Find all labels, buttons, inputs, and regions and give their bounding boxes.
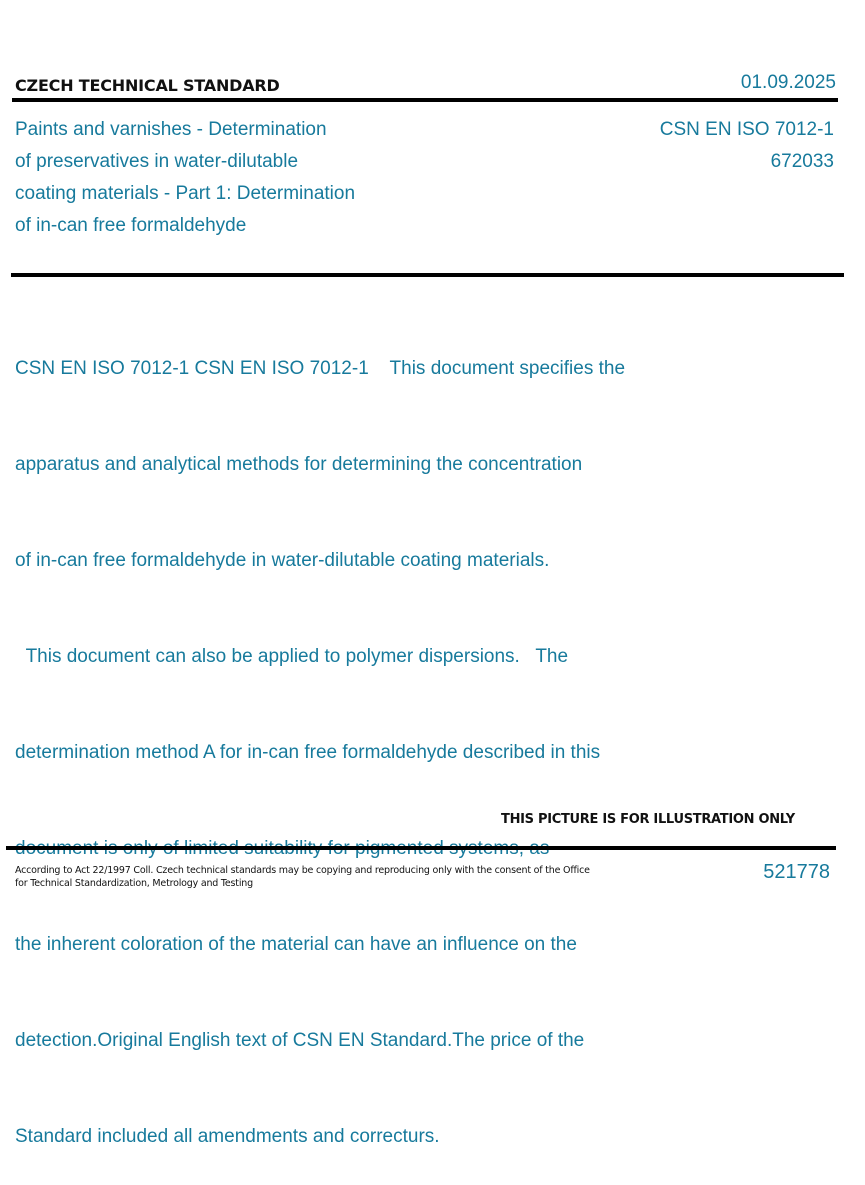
illustration-disclaimer: THIS PICTURE IS FOR ILLUSTRATION ONLY [501, 812, 795, 827]
footer-divider [6, 846, 836, 850]
header-divider [12, 98, 838, 102]
standard-identifier [660, 114, 834, 178]
publication-date: 01.09.2025 [740, 72, 836, 93]
abstract-line: Standard included all amendments and correcturs. [15, 1126, 440, 1147]
abstract-line: apparatus and analytical methods for determining the concentration [15, 454, 583, 475]
title-line: of preservatives in water-dilutable [15, 151, 299, 172]
abstract-line: determination method A for in-can free formaldehyde described in this [15, 742, 601, 763]
abstract-line: CSN EN ISO 7012-1 CSN EN ISO 7012-1 This document specifies the [15, 358, 626, 379]
abstract-line: This document can also be applied to polymer dispersions. The [15, 646, 569, 667]
standard-title [15, 114, 415, 242]
abstract-line: of in-can free formaldehyde in water-dilutable coating materials. [15, 550, 550, 571]
classification-number: 672033 [770, 151, 834, 172]
title-divider [11, 273, 844, 277]
abstract-text [15, 289, 715, 1185]
abstract-line: the inherent coloration of the material can have an influence on the [15, 934, 577, 955]
legal-line: for Technical Standardization, Metrology and Testing [15, 878, 253, 889]
title-line: of in-can free formaldehyde [15, 215, 247, 236]
document-category-label: CZECH TECHNICAL STANDARD [15, 76, 280, 95]
legal-line: According to Act 22/1997 Coll. Czech technical standards may be copying and reproducing only with the consent of the Office [15, 865, 590, 876]
title-line: coating materials - Part 1: Determination [15, 183, 356, 204]
standard-code: CSN EN ISO 7012-1 [659, 119, 834, 140]
document-number: 521778 [763, 861, 830, 883]
title-line: Paints and varnishes - Determination [15, 119, 327, 140]
legal-notice [15, 864, 595, 890]
abstract-line: detection.Original English text of CSN EN Standard.The price of the [15, 1030, 585, 1051]
